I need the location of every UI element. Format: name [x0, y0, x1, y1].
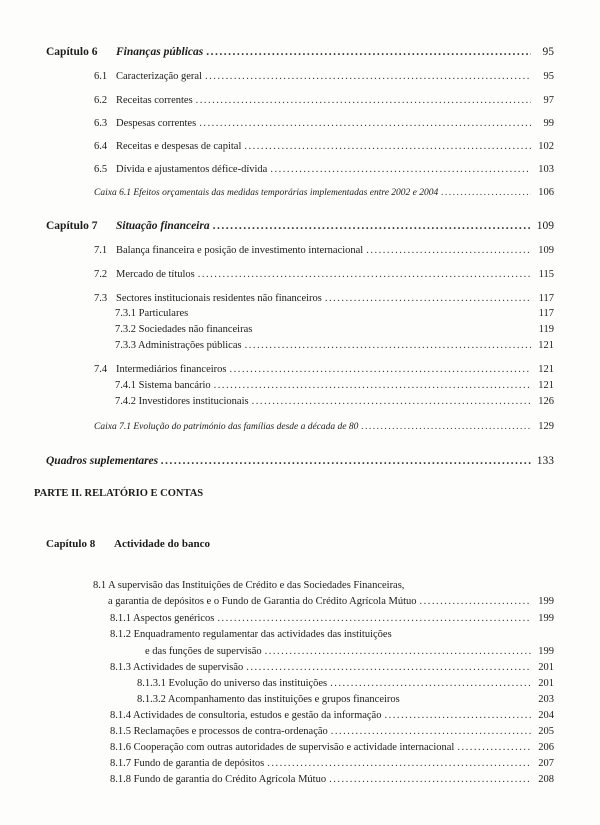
leader-dots — [213, 220, 531, 233]
page-number: 199 — [538, 596, 554, 607]
page-number: 201 — [538, 662, 554, 673]
page-number: 117 — [538, 308, 554, 319]
toc-entry-6-5 — [94, 163, 554, 176]
toc-box-6-1 — [94, 186, 554, 200]
leader-dots — [206, 46, 531, 59]
leader-dots — [246, 661, 531, 674]
toc-entry-8-1-2-line1: 8.1.2 Enquadramento regulamentar das actividades das instituições — [110, 629, 392, 640]
leader-dots — [230, 363, 532, 376]
leader-dots — [214, 379, 531, 392]
page-number: 206 — [538, 742, 554, 753]
page-number: 203 — [538, 694, 554, 705]
page-number: 109 — [538, 245, 554, 256]
page-number: 95 — [543, 71, 554, 82]
section-number: 6.3 — [94, 118, 108, 129]
leader-dots — [361, 421, 531, 434]
page-number: 129 — [538, 421, 554, 432]
toc-entry-7-2 — [94, 268, 554, 281]
section-title: 8.1.5 Reclamações e processos de contra-ordenação — [110, 726, 328, 737]
page-number: 204 — [538, 710, 554, 721]
section-number: 6.5 — [94, 164, 108, 175]
box-title: Caixa 6.1 Efeitos orçamentais das medidas temporárias implementadas entre 2002 e 2004 — [94, 188, 439, 198]
toc-entry-8-1-2 — [145, 645, 554, 658]
leader-dots — [252, 395, 531, 408]
page-number: 121 — [538, 380, 554, 391]
toc-chapter-8 — [46, 538, 210, 550]
section-title: a garantia de depósitos e o Fundo de Garantia do Crédito Agrícola Mútuo — [108, 596, 417, 607]
section-title: Receitas correntes — [116, 95, 193, 106]
section-title: e das funções de supervisão — [145, 646, 262, 657]
leader-dots — [267, 757, 531, 770]
page-number: 121 — [538, 340, 554, 351]
section-title: 8.1.3.1 Evolução do universo das instituições — [137, 678, 328, 689]
toc-entry-8-1-6 — [110, 741, 554, 754]
section-title: 8.1.3 Actividades de supervisão — [110, 662, 244, 673]
part-heading: PARTE II. RELATÓRIO E CONTAS — [34, 488, 204, 499]
section-title: 7.3.3 Administrações públicas — [115, 340, 242, 351]
toc-entry-7-3 — [94, 292, 554, 305]
leader-dots — [330, 677, 531, 690]
section-number: 7.3 — [94, 293, 108, 304]
section-title: 8.1.8 Fundo de garantia do Crédito Agrícola Mútuo — [110, 774, 327, 785]
section-number: 6.2 — [94, 95, 108, 106]
toc-box-7-1 — [94, 420, 554, 434]
leader-dots — [420, 595, 531, 608]
box-title: Caixa 7.1 Evolução do património das famílias desde a década de 80 — [94, 422, 359, 432]
toc-entry-7-3-3 — [115, 339, 554, 352]
section-title: 7.4.1 Sistema bancário — [115, 380, 211, 391]
toc-entry-8-1-1 — [110, 612, 554, 625]
section-title: 8.1.1 Aspectos genéricos — [110, 613, 215, 624]
page-number: 97 — [543, 95, 554, 106]
section-number: 7.4 — [94, 364, 108, 375]
section-title: Despesas correntes — [116, 118, 197, 129]
toc-entry-6-3 — [94, 117, 554, 130]
chapter-title: Finanças públicas — [116, 46, 204, 58]
toc-entry-8-1-8 — [110, 773, 554, 786]
page-number: 115 — [538, 269, 554, 280]
page-number: 208 — [538, 774, 554, 785]
toc-entry-8-1-4 — [110, 709, 554, 722]
section-title: 8.1.7 Fundo de garantia de depósitos — [110, 758, 265, 769]
toc-entry-8-1-line1: 8.1 A supervisão das Instituições de Crédito e das Sociedades Financeiras, — [93, 580, 405, 591]
chapter-label: Capítulo 8 — [46, 538, 96, 550]
page-number: 133 — [536, 455, 554, 467]
toc-entry-7-3-1 — [115, 307, 554, 320]
section-title: Mercado de títulos — [116, 269, 195, 280]
section-title: 8.1.3.2 Acompanhamento das instituições e grupos financeiros — [137, 694, 400, 705]
section-title: 7.3.1 Particulares — [115, 308, 189, 319]
toc-entry-8-1-3-2 — [137, 693, 554, 706]
toc-entry-7-1 — [94, 244, 554, 257]
section-title: Intermediários financeiros — [116, 364, 227, 375]
toc-supplementary-tables — [46, 455, 554, 468]
section-title: 8.1.4 Actividades de consultoria, estudos e gestão da informação — [110, 710, 382, 721]
leader-dots — [199, 117, 531, 130]
page-number: 103 — [538, 164, 554, 175]
leader-dots — [217, 612, 531, 625]
leader-dots — [161, 455, 531, 468]
leader-dots — [205, 70, 531, 83]
section-title: 8.1.6 Cooperação com outras autoridades de supervisão e actividade internacional — [110, 742, 455, 753]
toc-entry-8-1-3 — [110, 661, 554, 674]
leader-dots — [198, 268, 531, 281]
page-number: 121 — [538, 364, 554, 375]
leader-dots — [329, 773, 531, 786]
leader-dots — [244, 140, 531, 153]
leader-dots — [331, 725, 531, 738]
section-title: Balança financeira e posição de investimento internacional — [116, 245, 364, 256]
page-number: 119 — [538, 324, 554, 335]
section-title: Caracterização geral — [116, 71, 202, 82]
page-number: 199 — [538, 646, 554, 657]
page-number: 109 — [536, 220, 554, 232]
leader-dots — [441, 187, 531, 200]
section-title: 7.4.2 Investidores institucionais — [115, 396, 249, 407]
page-number: 117 — [538, 293, 554, 304]
page-number: 207 — [538, 758, 554, 769]
toc-entry-8-1 — [108, 595, 554, 608]
leader-dots — [366, 244, 531, 257]
leader-dots — [270, 163, 531, 176]
section-number: 6.1 — [94, 71, 108, 82]
chapter-title: Situação financeira — [116, 220, 210, 232]
chapter-label: Capítulo 7 — [46, 220, 98, 232]
toc-chapter-7 — [46, 220, 554, 233]
page-number: 201 — [538, 678, 554, 689]
leader-dots — [457, 741, 531, 754]
section-title: Quadros suplementares — [46, 455, 159, 467]
toc-chapter-6 — [46, 46, 554, 59]
toc-entry-6-2 — [94, 94, 554, 107]
page-number: 106 — [538, 187, 554, 198]
page-number: 199 — [538, 613, 554, 624]
toc-entry-7-4-2 — [115, 395, 554, 408]
toc-entry-8-1-7 — [110, 757, 554, 770]
chapter-title: Actividade do banco — [114, 538, 210, 550]
page-number: 126 — [538, 396, 554, 407]
chapter-label: Capítulo 6 — [46, 46, 98, 58]
toc-entry-6-1 — [94, 70, 554, 83]
section-number: 7.2 — [94, 269, 108, 280]
toc-entry-7-3-2 — [115, 323, 554, 336]
section-title: Receitas e despesas de capital — [116, 141, 242, 152]
toc-entry-7-4-1 — [115, 379, 554, 392]
page-number: 99 — [543, 118, 554, 129]
leader-dots — [265, 645, 531, 658]
leader-dots — [325, 292, 531, 305]
page-number: 102 — [538, 141, 554, 152]
section-number: 6.4 — [94, 141, 108, 152]
section-number: 7.1 — [94, 245, 108, 256]
toc-entry-6-4 — [94, 140, 554, 153]
page-number: 205 — [538, 726, 554, 737]
section-title: Sectores institucionais residentes não financeiros — [116, 293, 322, 304]
section-title: Dívida e ajustamentos défice-dívida — [116, 164, 268, 175]
page-number: 95 — [542, 46, 554, 58]
leader-dots — [245, 339, 531, 352]
leader-dots — [196, 94, 531, 107]
toc-entry-7-4 — [94, 363, 554, 376]
toc-entry-8-1-5 — [110, 725, 554, 738]
toc-entry-8-1-3-1 — [137, 677, 554, 690]
leader-dots — [384, 709, 531, 722]
section-title: 7.3.2 Sociedades não financeiras — [115, 324, 253, 335]
